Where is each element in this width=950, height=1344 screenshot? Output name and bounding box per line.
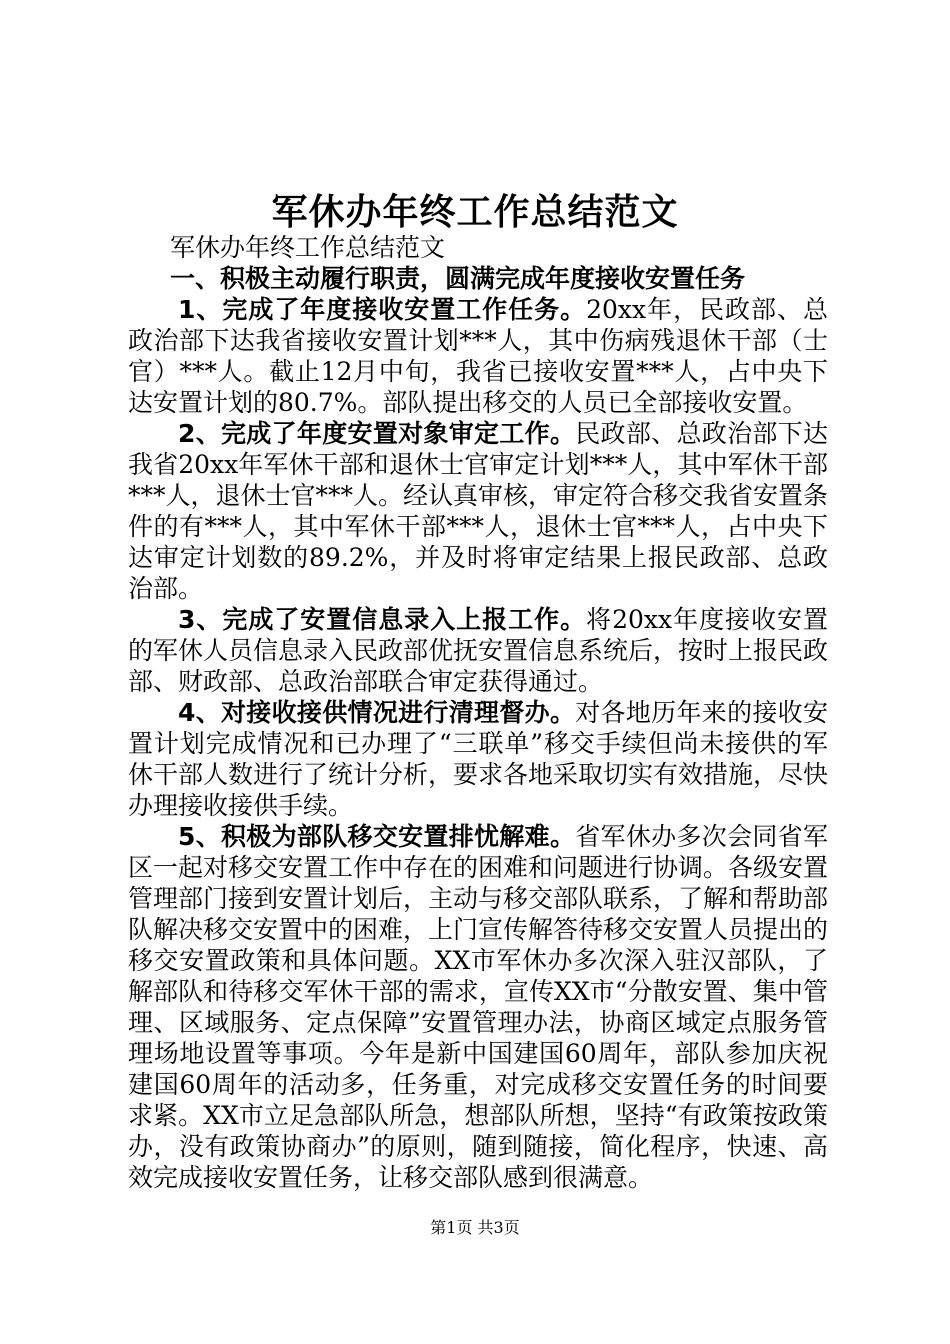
paragraph-lead: 3、完成了安置信息录入上报工作。 <box>178 605 587 634</box>
paragraph-lead: 5、积极为部队移交安置排忧解难。 <box>178 822 576 851</box>
paragraph-lead: 1、完成了年度接收安置工作任务。 <box>178 295 587 324</box>
document-subtitle: 军休办年终工作总结范文 <box>170 233 446 262</box>
paragraph-text: 20xx年，民政部、总政治部下达我省接收安置计划***人，其中伤病残退休干部（士官）***人。截止12月中旬，我省已接收安置***人，占中央下达安置计划的80.7%。部队提出移交的人员已全部接收安置。 <box>128 295 828 417</box>
paragraph-5 <box>128 821 828 1193</box>
paragraph-2 <box>128 418 828 604</box>
paragraph-1 <box>128 294 828 418</box>
document-body <box>128 232 828 1193</box>
paragraph-text: 将20xx年度接收安置的军休人员信息录入民政部优抚安置信息系统后，按时上报民政部、财政部、总政治部联合审定获得通过。 <box>128 605 829 696</box>
document-title: 军休办年终工作总结范文 <box>271 191 679 233</box>
paragraph-text: 民政部、总政治部下达我省20xx年军休干部和退休士官审定计划***人，其中军休干部***人，退休士官***人。经认真审核，审定符合移交我省安置条件的有***人，其中军休干部***人，退休士官***人，占中央下达审定计划数的89.2%，并及时将审定结果上报民政部、总政治部。 <box>128 419 829 603</box>
page-footer: 第1页 共3页 <box>430 1218 520 1237</box>
section-heading: 一、积极主动履行职责，圆满完成年度接收安置任务 <box>170 264 746 293</box>
paragraph-4 <box>128 697 828 821</box>
paragraph-3 <box>128 604 828 697</box>
paragraph-text: 对各地历年来的接收安置计划完成情况和已办理了“三联单”移交手续但尚未接供的军休干部人数进行了统计分析，要求各地采取切实有效措施，尽快办理接收接供手续。 <box>128 698 829 820</box>
paragraph-lead: 2、完成了年度安置对象审定工作。 <box>178 419 576 448</box>
paragraph-lead: 4、对接收接供情况进行清理督办。 <box>178 698 576 727</box>
paragraph-text: 省军休办多次会同省军区一起对移交安置工作中存在的困难和问题进行协调。各级安置管理部门接到安置计划后，主动与移交部队联系，了解和帮助部队解决移交安置中的困难，上门宣传解答待移交安置人员提出的移交安置政策和具体问题。XX市军休办多次深入驻汉部队，了解部队和待移交军休干部的需求，宣传XX市“分散安置、集中管理、区域服务、定点保障”安置管理办法，协商区域定点服务管理场地设置等事项。今年是新中国建国60周年，部队参加庆祝建国60周年的活动多，任务重，对完成移交安置任务的时间要求紧。XX市立足急部队所急，想部队所想，坚持“有政策按政策办，没有政策协商办”的原则，随到随接，简化程序，快速、高效完成接收安置任务，让移交部队感到很满意。 <box>128 822 829 1192</box>
